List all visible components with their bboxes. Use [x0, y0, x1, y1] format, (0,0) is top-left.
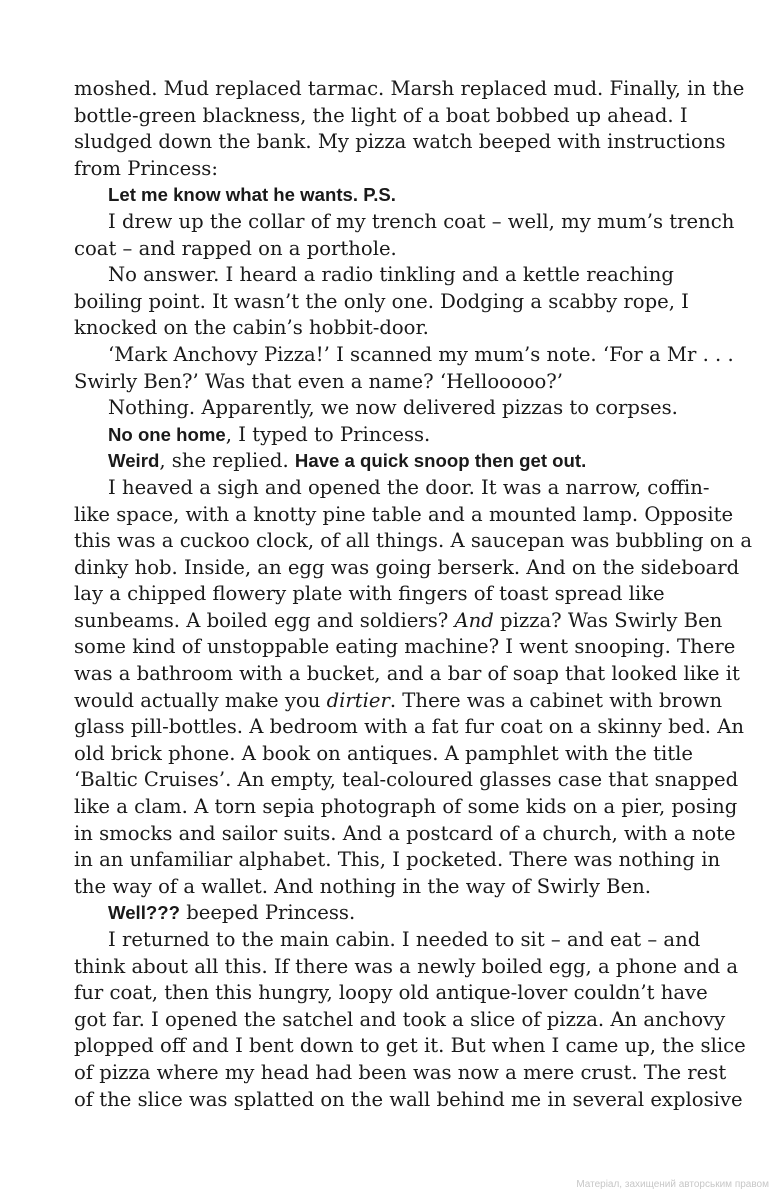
book-page-text: [74, 76, 753, 1113]
text-fragment: beeped Princess.: [179, 901, 356, 925]
text-fragment: . There was a cabinet with brown: [389, 688, 723, 712]
text-line: got far. I opened the satchel and took a slice of pizza. An anchovy: [74, 1007, 726, 1031]
text-line: lay a chipped flowery plate with fingers of toast spread like: [74, 582, 665, 606]
text-line: [74, 422, 724, 449]
text-line: ‘Baltic Cruises’. An empty, teal-coloured glasses case that snapped: [74, 768, 739, 792]
text-line: coat – and rapped on a porthole.: [74, 236, 397, 260]
text-line: I heaved a sigh and opened the door. It was a narrow, coffin-: [108, 475, 710, 499]
text-line: fur coat, then this hungry, loopy old antique-lover couldn’t have: [74, 981, 708, 1005]
text-line: like space, with a knotty pine table and a mounted lamp. Opposite: [74, 502, 734, 526]
text-line: I drew up the collar of my trench coat – well, my mum’s trench: [108, 209, 735, 233]
text-line: dinky hob. Inside, an egg was going berserk. And on the sideboard: [74, 555, 740, 579]
text-line: old brick phone. A book on antiques. A pamphlet with the title: [74, 741, 693, 765]
text-line: Nothing. Apparently, we now delivered pizzas to corpses.: [108, 396, 678, 420]
text-line: Swirly Ben?’ Was that even a name? ‘Hellooooo?’: [74, 369, 564, 393]
text-line: bottle-green blackness, the light of a boat bobbed up ahead. I: [74, 103, 688, 127]
text-line: in an unfamiliar alphabet. This, I pocketed. There was nothing in: [74, 848, 721, 872]
italic-text: And: [454, 608, 494, 632]
text-line: was a bathroom with a bucket, and a bar of soap that looked like it: [74, 662, 740, 686]
text-line: boiling point. It wasn’t the only one. Dodging a scabby rope, I: [74, 289, 689, 313]
text-line: [74, 688, 724, 715]
text-line: like a clam. A torn sepia photograph of some kids on a pier, posing: [74, 795, 738, 819]
text-line: think about all this. If there was a newly boiled egg, a phone and a: [74, 954, 739, 978]
text-fragment: pizza? Was Swirly Ben: [493, 608, 723, 632]
copyright-watermark: Матеріал, захищений авторським правом: [576, 1179, 769, 1190]
text-line: in smocks and sailor suits. And a postcard of a church, with a note: [74, 821, 736, 845]
text-line: [74, 608, 724, 635]
text-line: of the slice was splatted on the wall behind me in several explosive: [74, 1087, 743, 1111]
text-line: the way of a wallet. And nothing in the way of Swirly Ben.: [74, 874, 651, 898]
text-line: knocked on the cabin’s hobbit-door.: [74, 316, 429, 340]
text-line: I returned to the main cabin. I needed to sit – and eat – and: [108, 928, 701, 951]
text-fragment: would actually make you: [74, 688, 327, 712]
text-fragment: , she replied.: [159, 449, 295, 473]
text-line: [74, 448, 724, 475]
text-line: this was a cuckoo clock, of all things. A saucepan was bubbling on a: [74, 529, 753, 553]
text-fragment: , I typed to Princess.: [225, 422, 431, 446]
text-line: No answer. I heard a radio tinkling and a kettle reaching: [108, 263, 674, 287]
text-line: from Princess:: [74, 156, 218, 180]
text-message: Have a quick snoop then get out.: [294, 450, 587, 472]
text-message: Well???: [108, 902, 180, 924]
text-line: moshed. Mud replaced tarmac. Marsh replaced mud. Finally, in the: [74, 77, 745, 100]
italic-text: dirtier: [326, 688, 390, 712]
text-line: [74, 900, 724, 927]
text-message: No one home: [108, 423, 226, 445]
text-line: sludged down the bank. My pizza watch beeped with instructions: [74, 130, 726, 154]
text-message-line: Let me know what he wants. P.S.: [108, 184, 396, 206]
text-line: of pizza where my head had been was now a mere crust. The rest: [74, 1060, 727, 1084]
text-line: glass pill-bottles. A bedroom with a fat fur coat on a skinny bed. An: [74, 715, 744, 739]
text-message: Weird: [108, 450, 160, 472]
text-fragment: sunbeams. A boiled egg and soldiers?: [74, 608, 455, 632]
text-line: some kind of unstoppable eating machine? I went snooping. There: [74, 635, 736, 659]
text-line: plopped off and I bent down to get it. But when I came up, the slice: [74, 1034, 746, 1058]
text-line: ‘Mark Anchovy Pizza!’ I scanned my mum’s note. ‘For a Mr . . .: [108, 342, 734, 366]
